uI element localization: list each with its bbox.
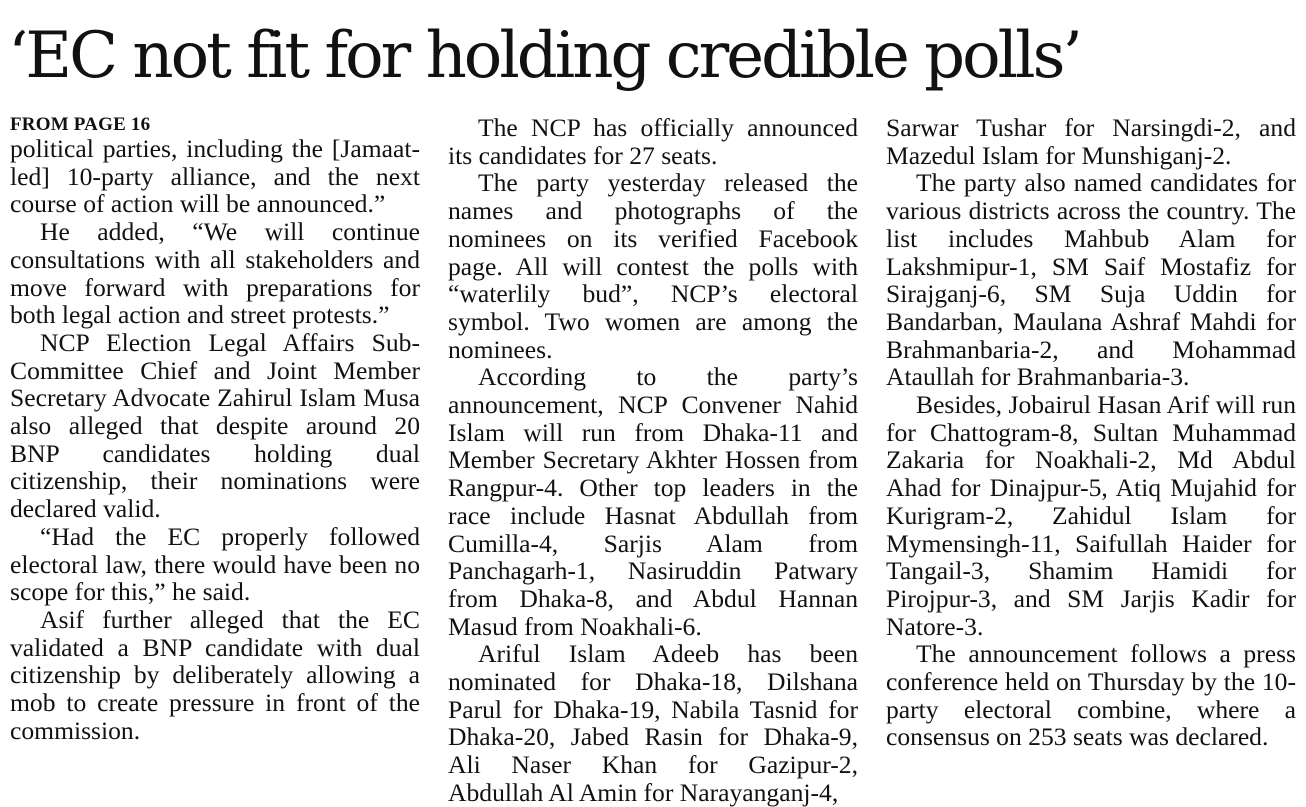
paragraph: political parties, including the [Jamaat-led] 10-party alliance, and the next course of action will be announced.” (10, 134, 420, 219)
paragraph: The party yesterday released the names and photographs of the nominees on its verified Facebook page. All will contest the polls with “waterlily bud”, NCP’s electoral symbol. Two women are among the nominees. (448, 168, 858, 364)
paragraph: Sarwar Tushar for Narsingdi-2, and Mazedul Islam for Munshiganj-2. (886, 113, 1296, 170)
continuation-kicker: FROM PAGE 16 (10, 114, 151, 135)
paragraph: The NCP has officially announced its candidates for 27 seats. (448, 113, 858, 170)
paragraph: Besides, Jobairul Hasan Arif will run for Chattogram-8, Sultan Muhammad Zakaria for Noakhali-2, Md Abdul Ahad for Dinajpur-5, Atiq Mujahid for Kurigram-2, Zahidul Islam for Mymensingh-11, Saifullah Haider for Tangail-3, Shamim Hamidi for Pirojpur-3, and SM Jarjis Kadir for Natore-3. (886, 390, 1296, 641)
paragraph: Asif further alleged that the EC validated a BNP candidate with dual citizenship by deliberately allowing a mob to create pressure in front of the commission. (10, 604, 420, 745)
paragraph: He added, “We will continue consultations with all stakeholders and move forward with preparations for both legal action and street protests.” (10, 217, 420, 330)
article-column-3 (886, 114, 1296, 751)
paragraph: “Had the EC properly followed electoral law, there would have been no scope for this,” he said. (10, 521, 420, 607)
paragraph: Ariful Islam Adeeb has been nominated for Dhaka-18, Dilshana Parul for Dhaka-19, Nabila Tasnid for Dhaka-20, Jabed Rasin for Dhaka-9, Ali Naser Khan for Gazipur-2, Abdullah Al Amin for Narayanganj-4, (448, 639, 858, 807)
article-column-2 (448, 114, 858, 807)
article-column-1 (10, 114, 420, 744)
paragraph: According to the party’s announcement, NCP Convener Nahid Islam will run from Dhaka-11 and Member Secretary Akhter Hossen from Rangpur-4. Other top leaders in the race include Hasnat Abdullah from Cumilla-4, Sarjis Alam from Panchagarh-1, Nasiruddin Patwary from Dhaka-8, and Abdul Hannan Masud from Noakhali-6. (448, 362, 858, 641)
headline: ‘EC not fit for holding credible polls’ (8, 19, 1080, 93)
paragraph: The party also named candidates for various districts across the country. The list includes Mahbub Alam for Lakshmipur-1, SM Saif Mostafiz for Sirajganj-6, SM Suja Uddin for Bandarban, Maulana Ashraf Mahdi for Brahmanbaria-2, and Mohammad Ataullah for Brahmanbaria-3. (886, 168, 1296, 392)
paragraph: The announcement follows a press conference held on Thursday by the 10-party electoral combine, where a consensus on 253 seats was declared. (886, 639, 1296, 752)
paragraph: NCP Election Legal Affairs Sub-Committee Chief and Joint Member Secretary Advocate Zahirul Islam Musa also alleged that despite around 20 BNP candidates holding dual citizenship, their nominations were declared valid. (10, 327, 420, 524)
